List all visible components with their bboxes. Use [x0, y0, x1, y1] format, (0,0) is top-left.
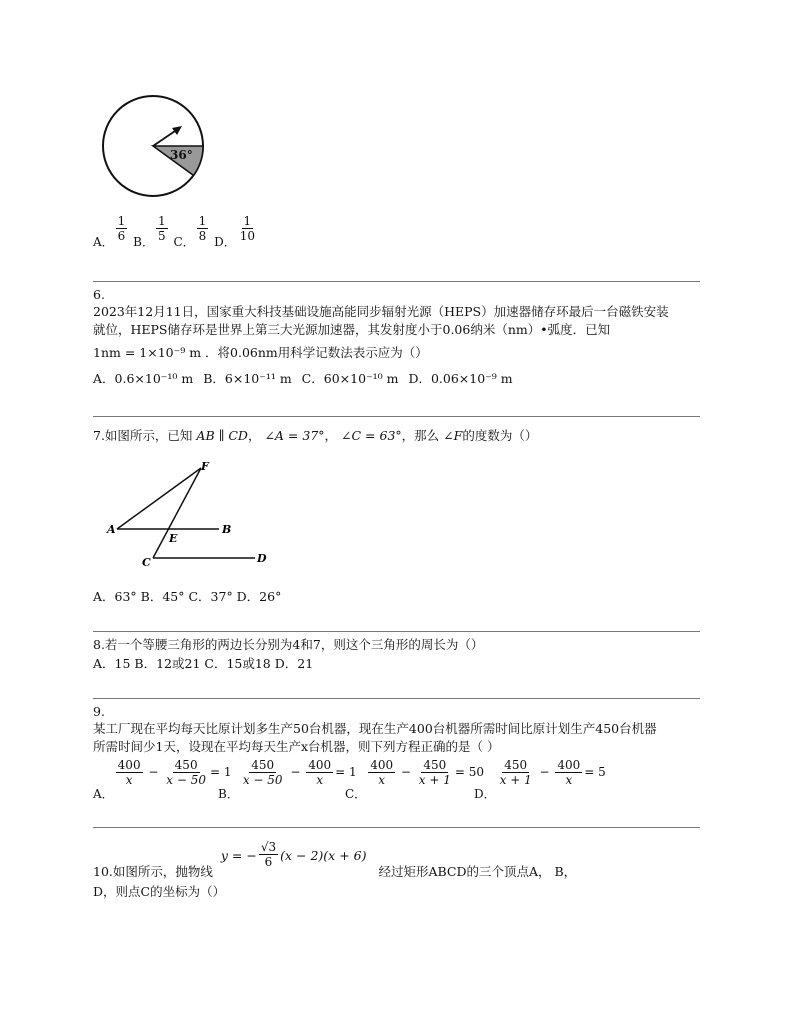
q7-prefix: 7.如图所示，已知	[93, 428, 193, 443]
divider	[93, 827, 700, 828]
q7-cond-angle-a: ∠A = 37°	[264, 428, 325, 443]
q8-text: 8.若一个等腰三角形的两边长分别为4和7，则这个三角形的周长为（）	[93, 637, 484, 652]
q6-options	[93, 371, 513, 387]
line-af	[117, 468, 201, 529]
q9-option-b: B． $\frac{450}{x - 50}$ − $\frac{400}{x}$ = 1	[218, 758, 357, 801]
label-e: E	[169, 532, 178, 545]
q6-option-b: B．6×10⁻¹¹ m	[203, 371, 292, 386]
q9-number: 9.	[93, 704, 105, 719]
q7-cond-parallel: AB ∥ CD	[196, 428, 248, 443]
q9-text-line2: 所需时间少1天，设现在平均每天生产x台机器，则下列方程正确的是（ ）	[93, 739, 500, 754]
q10-text-line1	[93, 840, 576, 880]
q7-cond-angle-c: ∠C = 63°	[341, 428, 402, 443]
q6-given-relation: 1nm = 1×10⁻⁹ m	[93, 345, 202, 360]
q7-sep: ，	[247, 428, 261, 443]
q7-target-angle: ∠F	[443, 428, 463, 443]
q9-text-line1: 某工厂现在平均每天比原计划多生产50台机器，现在生产400台机器所需时间比原计划生产450台机器	[93, 721, 657, 736]
q6-option-d: D．0.06×10⁻⁹ m	[408, 371, 513, 386]
q6-text-line2: 就位，HEPS储存环是世界上第三大光源加速器，其发射度小于0.06纳米（nm）•弧度．已知	[93, 322, 611, 337]
q7-suffix: 的度数为（）	[462, 428, 538, 443]
q5-option-a: A． $\frac{1}{6}$	[93, 214, 126, 249]
label-d: D	[257, 552, 267, 565]
divider	[93, 416, 700, 417]
q9-option-d: D． $\frac{450}{x + 1}$ − $\frac{400}{x}$ = 5	[474, 758, 606, 801]
q6-question: ．将0.06nm用科学记数法表示应为（）	[205, 345, 428, 360]
q7-text	[93, 428, 537, 444]
q5-option-b: B． $\frac{1}{5}$	[133, 214, 166, 249]
sector-angle-label: 36°	[170, 148, 193, 162]
q6-option-c: C．60×10⁻¹⁰ m	[301, 371, 399, 386]
q7-sep: ，那么	[401, 428, 440, 443]
q6-text-line3	[93, 345, 428, 361]
q5-option-d: D． $\frac{1}{10}$	[214, 214, 255, 249]
q8-options: A．15 B．12或21 C．15或18 D．21	[93, 656, 314, 671]
q7-parallel-lines-diagram	[105, 458, 275, 573]
q6-text-line1: 2023年12月11日，国家重大科技基础设施高能同步辐射光源（HEPS）加速器储存环最后一台磁铁安装	[93, 304, 669, 319]
label-c: C	[142, 556, 151, 569]
divider	[93, 281, 700, 282]
q9-option-c: C． $\frac{400}{x}$ − $\frac{450}{x + 1}$ = 50	[345, 758, 485, 801]
spinner-circle-diagram	[100, 95, 210, 205]
q10-text-line2: D，则点C的坐标为（）	[93, 884, 226, 899]
q6-number: 6.	[93, 287, 105, 302]
q10-suffix: 经过矩形ABCD的三个顶点A， B，	[378, 864, 577, 879]
label-f: F	[201, 460, 209, 473]
label-a: A	[107, 523, 116, 536]
q10-equation: y = − $\frac{√3}{6}$ (x − 2)(x + 6)	[220, 840, 367, 869]
q9-option-a: A． $\frac{400}{x}$ − $\frac{450}{x - 50}$ = 1	[93, 758, 232, 801]
q5-option-c: C． $\frac{1}{8}$	[173, 214, 207, 249]
q7-sep: ，	[324, 428, 338, 443]
divider	[93, 631, 700, 632]
q10-prefix: 10.如图所示，抛物线	[93, 864, 213, 879]
divider	[93, 698, 700, 699]
label-b: B	[222, 523, 232, 536]
q6-option-a: A．0.6×10⁻¹⁰ m	[93, 371, 194, 386]
q7-options: A．63° B．45° C．37° D．26°	[93, 589, 282, 604]
q5-options	[93, 214, 259, 250]
